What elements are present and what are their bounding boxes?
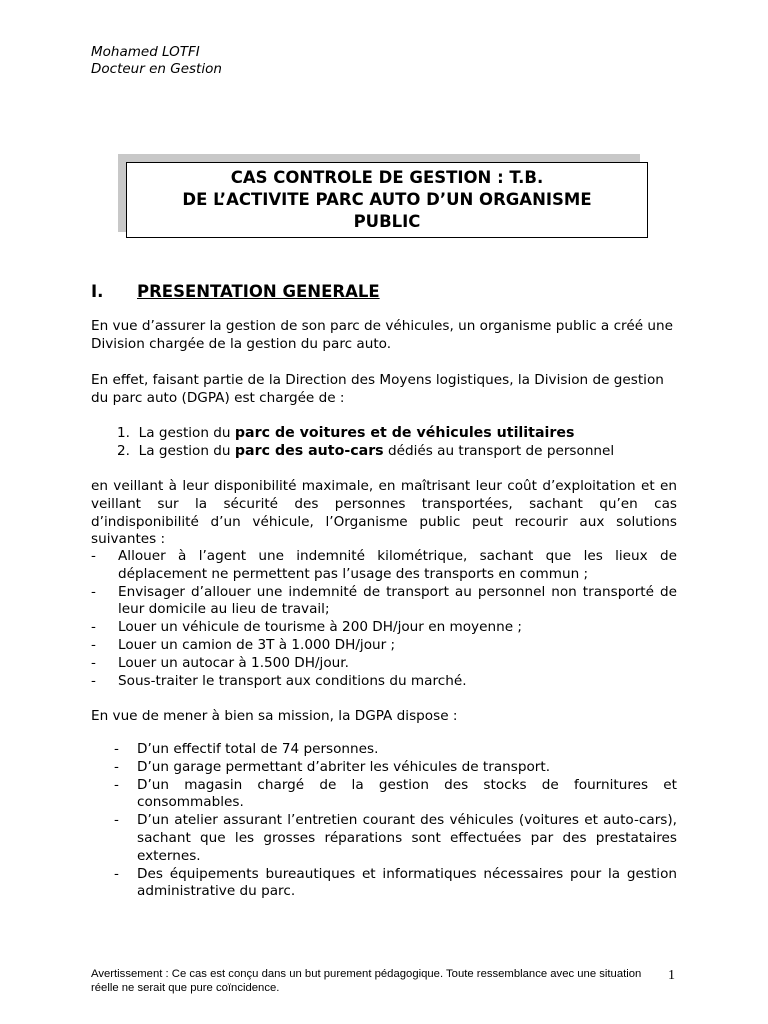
bullet-dash: - (91, 654, 96, 671)
list-item: - Des équipements bureautiques et informatiques nécessaires pour la gestion administrative du parc. (114, 865, 677, 900)
list-item: - D’un magasin chargé de la gestion des stocks de fournitures et consommables. (114, 776, 677, 811)
ordered-item: 1. La gestion du parc de voitures et de véhicules utilitaires (117, 425, 575, 441)
ordered-list (117, 424, 614, 460)
bullet-dash: - (114, 812, 119, 829)
section-number: I. (91, 282, 104, 301)
list-item: - Allouer à l’agent une indemnité kilométrique, sachant que les lieux de déplacement ne permettent pas l’usage des transports en commun ; (91, 548, 677, 582)
title-line-3: PUBLIC (353, 212, 421, 231)
paragraph-availability: en veillant à leur disponibilité maximale, en maîtrisant leur coût d’exploitation et en veillant sur la sécurité des personnes transportées, sachant qu’en cas d’indisponibilité d’un véhicule, l’Organisme public peut recourir aux solutions suivantes : (91, 478, 677, 548)
section-title: PRESENTATION GENERALE (137, 282, 380, 301)
list-item: - Louer un autocar à 1.500 DH/jour. (91, 654, 349, 671)
bullet-dash: - (114, 865, 119, 882)
bullet-dash: - (91, 672, 96, 689)
list-item: - D’un atelier assurant l’entretien courant des véhicules (voitures et auto-cars), sachant que les grosses réparations sont effectuées par des prestataires externes. (114, 812, 677, 864)
bullet-dash: - (91, 583, 96, 600)
bullet-dash: - (114, 776, 119, 793)
footer-disclaimer: Avertissement : Ce cas est conçu dans un but purement pédagogique. Toute ressemblance avec une situation réelle ne serait que pure coïncidence. (91, 968, 642, 994)
list-item: - Sous-traiter le transport aux conditions du marché. (91, 672, 467, 689)
list-item: - D’un effectif total de 74 personnes. (114, 741, 379, 757)
ordered-item-bold: parc de voitures et de véhicules utilitaires (234, 425, 575, 441)
paragraph-intro: En vue d’assurer la gestion de son parc de véhicules, un organisme public a créé une Division chargée de la gestion du parc auto. (91, 318, 673, 352)
paragraph-mission: En vue de mener à bien sa mission, la DGPA dispose : (91, 708, 458, 724)
ordered-item-bold: parc des auto-cars (234, 443, 384, 459)
section-heading (91, 282, 380, 301)
author-name: Mohamed LOTFI (91, 44, 200, 60)
resources-list (91, 741, 677, 901)
list-item: - Envisager d’allouer une indemnité de transport au personnel non transporté de leur domicile au lieu de travail; (91, 583, 677, 618)
paragraph-dgpa: En effet, faisant partie de la Direction des Moyens logistiques, la Division de gestion du parc auto (DGPA) est chargée de : (91, 372, 664, 406)
page-number: 1 (668, 968, 675, 983)
list-item: - Louer un véhicule de tourisme à 200 DH/jour en moyenne ; (91, 619, 522, 636)
bullet-dash: - (91, 636, 96, 653)
ordered-item-number: 1. (117, 425, 130, 441)
ordered-item-number: 2. (117, 443, 130, 459)
author-title: Docteur en Gestion (91, 61, 222, 77)
list-item: - Louer un camion de 3T à 1.000 DH/jour ; (91, 636, 396, 653)
author-block (91, 44, 222, 78)
document-title-box (126, 162, 648, 238)
list-item: - D’un garage permettant d’abriter les véhicules de transport. (114, 758, 551, 775)
title-line-2: DE L’ACTIVITE PARC AUTO D’UN ORGANISME (182, 190, 592, 209)
bullet-dash: - (114, 741, 119, 757)
title-line-1: CAS CONTROLE DE GESTION : T.B. (230, 168, 544, 187)
bullet-dash: - (91, 548, 96, 564)
bullet-dash: - (91, 619, 96, 636)
solutions-list (91, 548, 677, 690)
bullet-dash: - (114, 758, 119, 775)
ordered-item: 2. La gestion du parc des auto-cars dédiés au transport de personnel (117, 443, 615, 459)
